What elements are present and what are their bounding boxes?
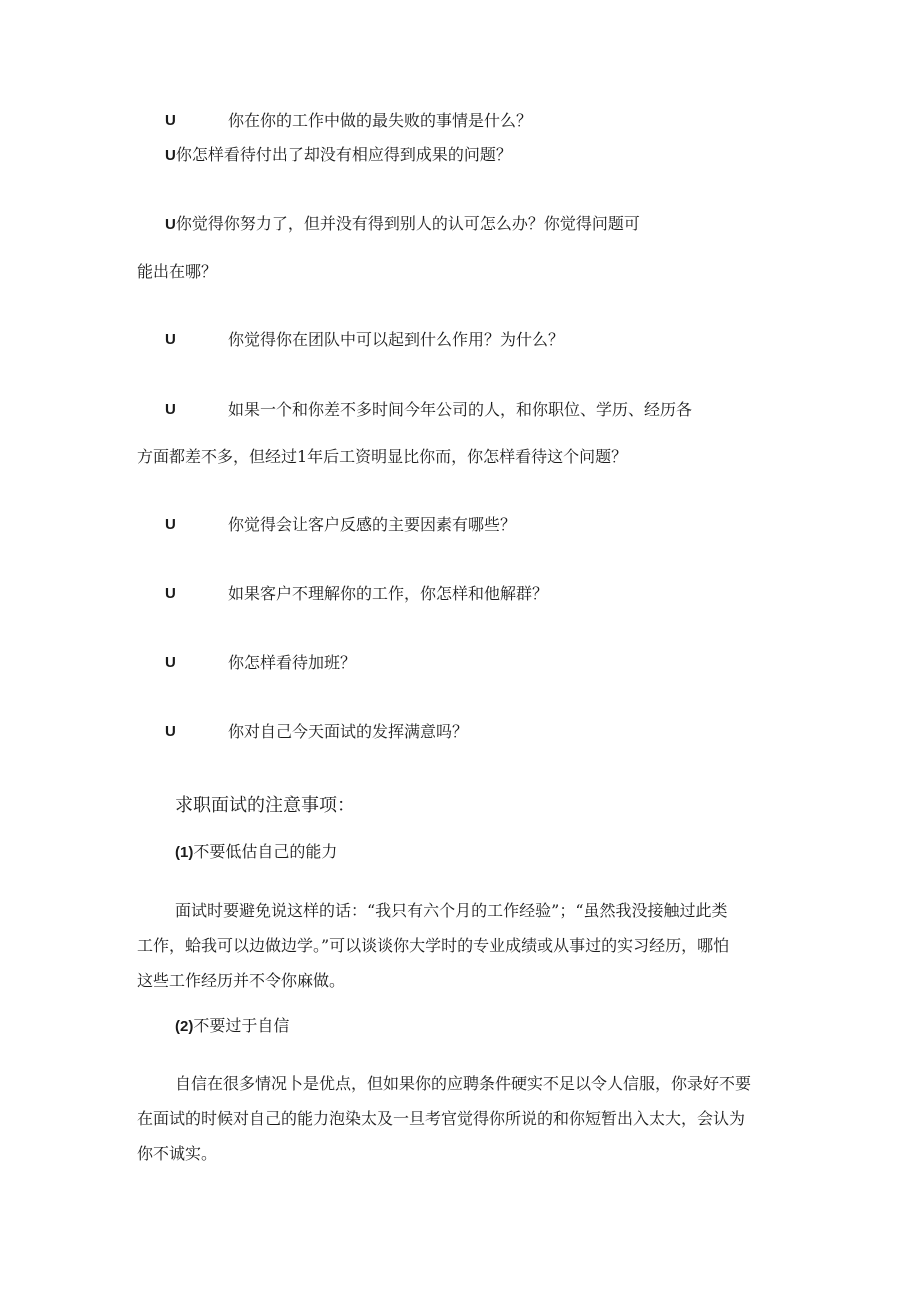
bullet-marker: U	[165, 216, 176, 233]
bullet-marker: U	[165, 401, 176, 418]
bullet-marker: U	[165, 723, 176, 740]
bullet-marker: U	[165, 585, 176, 602]
item-1-line-2: 工作，蛤我可以边做边学。”可以谈谈你大学时的专业成绩或从事过的实习经历，哪怕	[137, 936, 730, 955]
question-3: 你觉得你努力了，但并没有得到别人的认可怎么办？你觉得问题可	[175, 214, 640, 233]
question-2: 你怎样看待付出了却没有相应得到成果的问题？	[175, 145, 512, 164]
item-2-heading	[175, 1016, 289, 1037]
question-4: 你觉得你在团队中可以起到什么作用？为什么？	[228, 330, 565, 349]
item-1-number: (1)	[175, 844, 194, 861]
question-5: 如果一个和你差不多时间今年公司的人，和你职位、学历、经历各	[228, 400, 693, 419]
item-1-line-1: 面试时要避免说这样的话：“我只有六个月的工作经验”；“虽然我没接触过此类	[175, 901, 728, 920]
bullet-marker: U	[165, 147, 176, 164]
item-1-paragraph	[137, 893, 787, 998]
section-title: 求职面试的注意事项：	[175, 795, 355, 816]
item-1-line-3: 这些工作经历并不令你麻做。	[137, 971, 346, 990]
question-6: 你觉得会让客户反感的主要因素有哪些？	[228, 515, 517, 534]
item-2-title: 不要过于自信	[193, 1016, 290, 1035]
item-2-line-1: 自信在很多情况卜是优点，但如果你的应聘条件硬实不足以令人信服，你录好不要	[175, 1074, 752, 1093]
question-8: 你怎样看待加班？	[228, 653, 357, 672]
item-1-title: 不要低估自己的能力	[193, 842, 338, 861]
item-2-line-2: 在面试的时候对自己的能力泡染太及一旦考官觉得你所说的和你短暂出入太大，会认为	[137, 1109, 746, 1128]
bullet-marker: U	[165, 331, 176, 348]
question-9: 你对自己今天面试的发挥满意吗？	[228, 722, 469, 741]
question-5-continued: 方面都差不多，但经过1年后工资明显比你而，你怎样看待这个问题？	[137, 447, 628, 466]
question-3-continued: 能出在哪？	[137, 262, 218, 281]
item-1-heading	[175, 842, 337, 863]
question-2-line	[165, 145, 512, 166]
bullet-marker: U	[165, 516, 176, 533]
item-2-line-3: 你不诚实。	[137, 1144, 218, 1163]
item-2-paragraph	[137, 1066, 787, 1171]
question-7: 如果客户不理解你的工作，你怎样和他解群？	[228, 584, 549, 603]
item-2-number: (2)	[175, 1018, 194, 1035]
bullet-marker: U	[165, 654, 176, 671]
question-1: 你在你的工作中做的最失败的事情是什么？	[228, 111, 533, 130]
question-3-line	[165, 214, 640, 235]
bullet-marker: U	[165, 112, 176, 129]
